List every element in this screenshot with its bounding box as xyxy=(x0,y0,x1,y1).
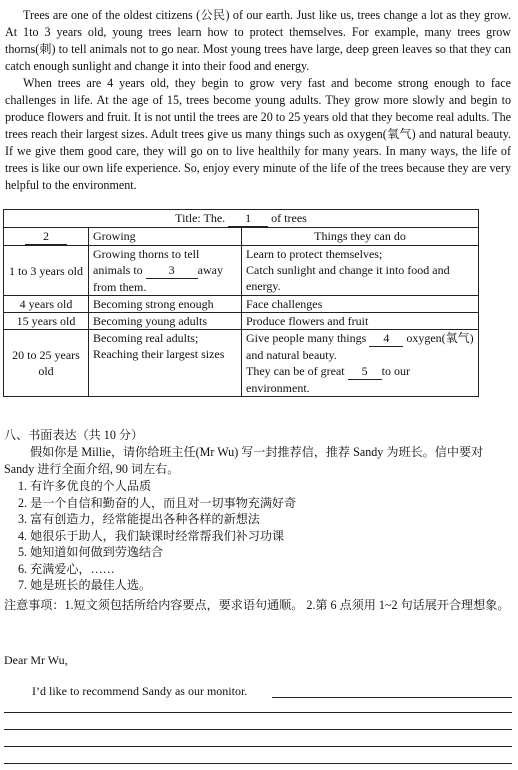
things-text-4: to our environment. xyxy=(246,364,410,395)
age-cell: 1 to 3 years old xyxy=(4,246,89,296)
age-cell: 20 to 25 years old xyxy=(4,330,89,397)
things-text-2: Catch sunlight and change it into food and energy. xyxy=(246,263,450,293)
blank-4[interactable]: 4 xyxy=(369,330,403,347)
table-row xyxy=(4,246,479,296)
blank-1[interactable]: 1 xyxy=(228,210,268,227)
reading-paragraph-2: When trees are 4 years old, they begin to grow very fast and become strong enough to face challenges in life. At the age of 15, trees become young adults. They grow more slowly and begin to produce flowers and fruit. It is not until the trees are 20 to 25 years old that they become real adults. The trees reach their largest sizes. Adult trees give us many things such as oxygen(氧气) and natural beauty. If we give them good care, they will go on to live healthily for many years. In many ways, the life of trees is like our own life experience. So, enjoy every minute of the life of the trees because they are very helpful to the environment. xyxy=(5,76,511,192)
title-suffix: of trees xyxy=(271,211,307,225)
blank-5[interactable]: 5 xyxy=(348,363,382,380)
growing-text-2: Reaching their largest sizes xyxy=(93,347,225,361)
header-cell-blank xyxy=(4,228,89,246)
things-cell: Produce flowers and fruit xyxy=(242,313,479,330)
letter-greeting: Dear Mr Wu, xyxy=(4,653,68,667)
list-item: 7. 她是班长的最佳人选。 xyxy=(18,578,152,592)
list-item: 6. 充满爱心，…… xyxy=(18,561,115,576)
things-text: Learn to protect themselves; xyxy=(246,247,383,261)
table-row xyxy=(4,313,479,330)
header-cell-growing: Growing xyxy=(89,228,242,246)
things-cell: Face challenges xyxy=(242,296,479,313)
growing-cell: Becoming young adults xyxy=(89,313,242,330)
growing-cell: Becoming strong enough xyxy=(89,296,242,313)
answer-line[interactable] xyxy=(272,697,512,698)
answer-line[interactable] xyxy=(4,763,512,764)
answer-line[interactable] xyxy=(4,729,512,730)
blank-2[interactable]: 2 xyxy=(25,228,67,245)
things-cell xyxy=(242,330,479,397)
answer-line[interactable] xyxy=(4,712,512,713)
list-item: 1. 有许多优良的个人品质 xyxy=(18,479,152,493)
list-item: 5. 她知道如何做到劳逸结合 xyxy=(18,545,164,559)
age-cell: 15 years old xyxy=(4,313,89,330)
things-text: Give people many things xyxy=(246,331,367,345)
section-title: 八、书面表达（共 10 分） xyxy=(4,428,144,442)
table-row xyxy=(4,330,479,397)
growing-text-2: away from them. xyxy=(93,263,223,294)
age-cell: 4 years old xyxy=(4,296,89,313)
list-item: 4. 她很乐于助人，我们缺课时经常帮我们补习功课 xyxy=(18,528,285,543)
list-item: 3. 富有创造力，经常能提出各种各样的新想法 xyxy=(18,512,260,526)
things-text-3: They can be of great xyxy=(246,364,345,378)
reading-paragraph-1: Trees are one of the oldest citizens (公民) of our earth. Just like us, trees change a lot as they grow. At 1to 3 years old, young trees learn how to protect themselves. For example, many trees grow thorns(刺) to tell animals not to go near. Most young trees have large, deep green leaves so that they can catch enough sunlight and change it into their food and energy. xyxy=(5,8,511,73)
table-row xyxy=(4,296,479,313)
letter-opening: I’d like to recommend Sandy as our monitor. xyxy=(32,684,248,698)
header-cell-things: Things they can do xyxy=(242,228,479,246)
table-title: Title: The. 1 of trees xyxy=(4,210,479,228)
table-header-row xyxy=(4,228,479,246)
table-title-row xyxy=(4,210,479,228)
title-prefix: Title: The xyxy=(175,211,223,225)
blank-3[interactable]: 3 xyxy=(146,262,198,279)
growing-text: Growing thorns to tell animals to xyxy=(93,247,200,277)
writing-points-list xyxy=(4,478,296,594)
growing-cell xyxy=(89,330,242,397)
trees-life-table xyxy=(3,209,479,397)
growing-text: Becoming real adults; xyxy=(93,331,199,345)
list-item: 2. 是一个自信和勤奋的人，而且对一切事物充满好奇 xyxy=(18,495,297,510)
writing-prompt: 假如你是 Millie，请你给班主任(Mr Wu) 写一封推荐信，推荐 Sandy 为班长。信中要对 Sandy 进行全面介绍, 90 词左右。 xyxy=(4,445,484,476)
growing-cell xyxy=(89,246,242,296)
things-cell xyxy=(242,246,479,296)
answer-line[interactable] xyxy=(4,746,512,747)
things-text-2: oxygen(氧气) and natural beauty. xyxy=(246,331,474,362)
writing-notes: 注意事项：1.短文须包括所给内容要点，要求语句通顺。 2.第 6 点须用 1~2 句话展开合理想象。 xyxy=(4,598,510,612)
